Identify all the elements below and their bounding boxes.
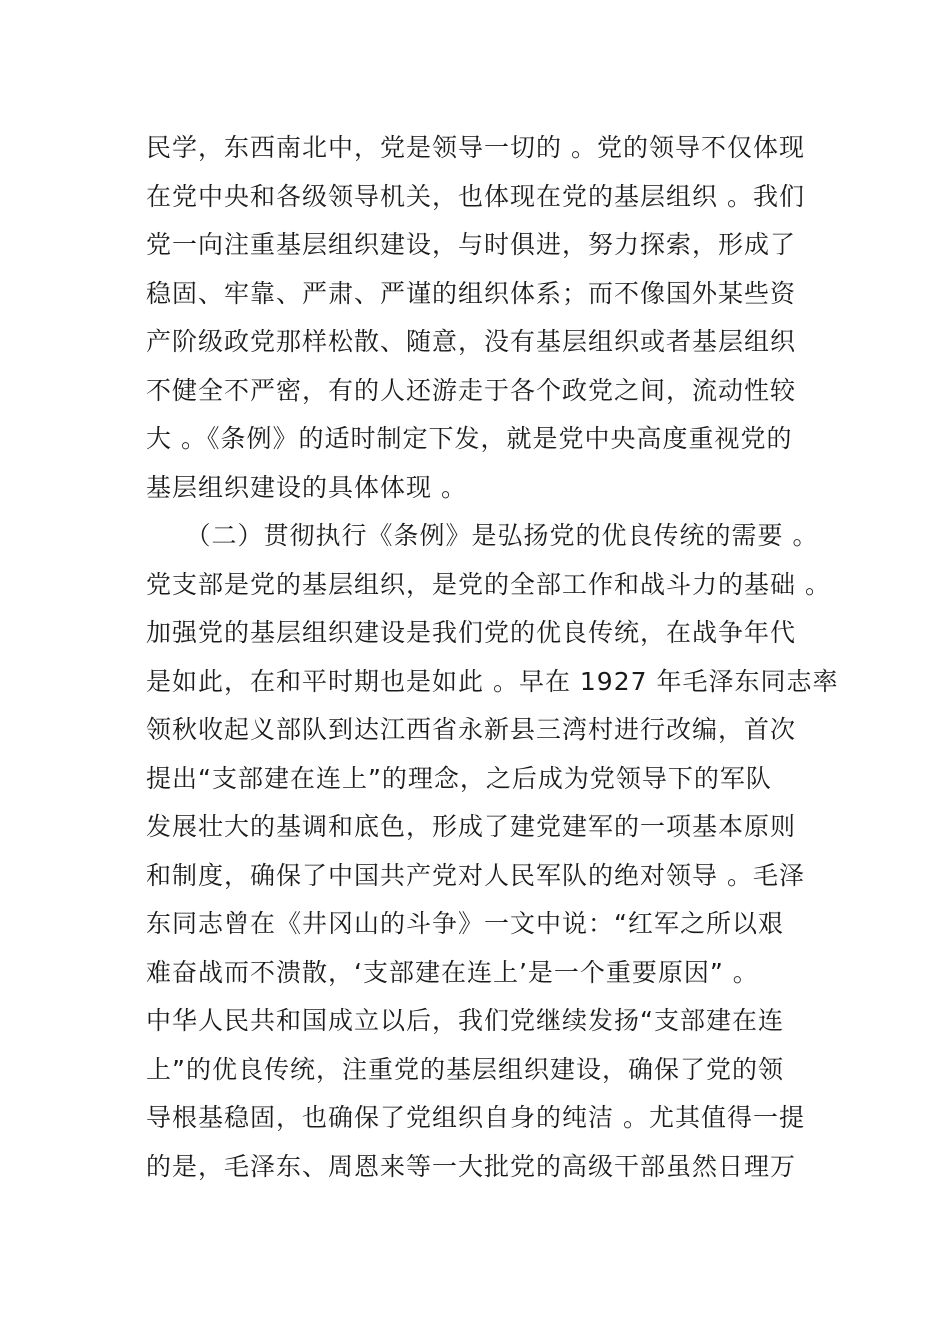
text-line: 难奋战而不溃散，‘支部建在连上’是一个重要原因” 。 [146,957,759,987]
text-line: 基层组织建设的具体体现 。 [146,472,467,502]
text-line: 党支部是党的基层组织，是党的全部工作和战斗力的基础 。 [146,569,831,599]
text-line: 是如此，在和平时期也是如此 。早在 1927 年毛泽东同志率 [146,666,839,696]
text-line: 东同志曾在《井冈山的斗争》一文中说：“红军之所以艰 [146,909,784,938]
text-line: 的是，毛泽东、周恩来等一大批党的高级干部虽然日理万 [146,1151,797,1181]
text-line: 产阶级政党那样松散、随意，没有基层组织或者基层组织 [146,327,797,356]
text-line: 发展壮大的基调和底色，形成了建党建军的一项基本原则 [146,812,797,841]
text-line: 和制度，确保了中国共产党对人民军队的绝对领导 。毛泽 [146,860,805,890]
text-line: 不健全不严密，有的人还游走于各个政党之间，流动性较 [146,375,797,405]
section-heading-line: （二）贯彻执行《条例》是弘扬党的优良传统的需要 。 [146,521,819,550]
text-line: 提出“支部建在连上”的理念，之后成为党领导下的军队 [146,763,772,793]
text-line: 中华人民共和国成立以后，我们党继续发扬“支部建在连 [146,1006,784,1035]
text-line: 加强党的基层组织建设是我们党的优良传统，在战争年代 [146,618,797,647]
text-line: 稳固、牢靠、严肃、严谨的组织体系；而不像国外某些资 [146,278,797,308]
text-line: 党一向注重基层组织建设，与时俱进，努力探索，形成了 [146,230,797,259]
text-line: 大 。《条例》的适时制定下发，就是党中央高度重视党的 [146,424,793,453]
text-line: 上”的优良传统，注重党的基层组织建设，确保了党的领 [146,1054,784,1084]
text-line: 领秋收起义部队到达江西省永新县三湾村进行改编，首次 [146,715,797,744]
text-line: 民学，东西南北中，党是领导一切的 。党的领导不仅体现 [146,133,805,162]
text-line: 在党中央和各级领导机关，也体现在党的基层组织 。我们 [146,181,805,211]
text-line: 导根基稳固，也确保了党组织自身的纯洁 。尤其值得一提 [146,1103,805,1132]
body-text [146,124,839,1191]
